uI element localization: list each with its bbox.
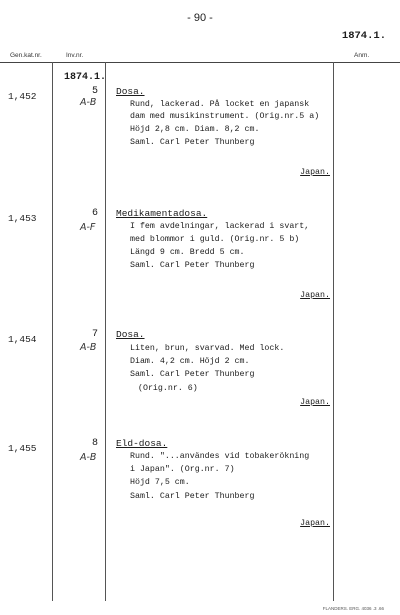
- description-line: Liten, brun, svarvad. Med lock.: [130, 344, 285, 353]
- inv-number: 5: [91, 86, 98, 97]
- entry-title: Medikamentadosa.: [116, 208, 208, 219]
- entry-title: Eld-dosa.: [116, 438, 168, 449]
- handwritten-annotation: A-F: [80, 222, 96, 233]
- entry-title: Dosa.: [116, 86, 145, 97]
- year-reference: 1874.1.: [341, 30, 386, 42]
- gen-kat-number: 1,452: [8, 91, 37, 102]
- description-line: med blommor i guld. (Orig.nr. 5 b): [130, 235, 300, 244]
- inv-number: 8: [91, 438, 98, 449]
- header-rule: [0, 62, 400, 63]
- handwritten-annotation: A-B: [80, 342, 97, 353]
- description-line: Rund. "...användes vid tobakerökning: [130, 452, 310, 461]
- gen-kat-number: 1,454: [8, 334, 37, 345]
- description-line: dam med musikinstrument. (Orig.nr.5 a): [130, 112, 320, 121]
- inv-number: 6: [91, 208, 98, 219]
- description-line: Rund, lackerad. På locket en japansk: [130, 100, 310, 109]
- description-line: Höjd 2,8 cm. Diam. 8,2 cm.: [130, 125, 260, 134]
- column-header-gen: Gen.kat.nr.: [10, 52, 42, 59]
- group-label: 1874.1.: [64, 72, 107, 83]
- column-header-anm: Anm.: [354, 52, 370, 59]
- column-divider: [105, 62, 106, 601]
- handwritten-annotation: A-B: [80, 452, 97, 463]
- origin-label: Japan.: [300, 291, 330, 300]
- entry-title: Dosa.: [116, 329, 145, 340]
- origin-label: Japan.: [300, 519, 330, 528]
- gen-kat-number: 1,455: [8, 443, 37, 454]
- column-header-inv: Inv.nr.: [66, 52, 84, 59]
- description-line: Längd 9 cm. Bredd 5 cm.: [130, 248, 245, 257]
- description-line: Saml. Carl Peter Thunberg: [130, 261, 255, 270]
- inv-number: 7: [91, 329, 98, 340]
- description-line: i Japan". (Org.nr. 7): [130, 465, 235, 474]
- printer-footer: FLANDERS. ERG. 4036 .3 .66: [322, 606, 384, 611]
- description-line: (Orig.nr. 6): [138, 384, 198, 393]
- description-line: Saml. Carl Peter Thunberg: [130, 138, 255, 147]
- description-line: Höjd 7,5 cm.: [130, 478, 190, 487]
- description-line: Saml. Carl Peter Thunberg: [130, 492, 255, 501]
- description-line: I fem avdelningar, lackerad i svart,: [130, 222, 310, 231]
- origin-label: Japan.: [300, 398, 330, 407]
- gen-kat-number: 1,453: [8, 213, 37, 224]
- column-divider: [52, 62, 53, 601]
- handwritten-annotation: A-B: [80, 97, 97, 108]
- origin-label: Japan.: [300, 168, 330, 177]
- description-line: Saml. Carl Peter Thunberg: [130, 370, 255, 379]
- column-divider: [333, 62, 334, 601]
- description-line: Diam. 4,2 cm. Höjd 2 cm.: [130, 357, 250, 366]
- page-number: - 90 -: [187, 12, 213, 24]
